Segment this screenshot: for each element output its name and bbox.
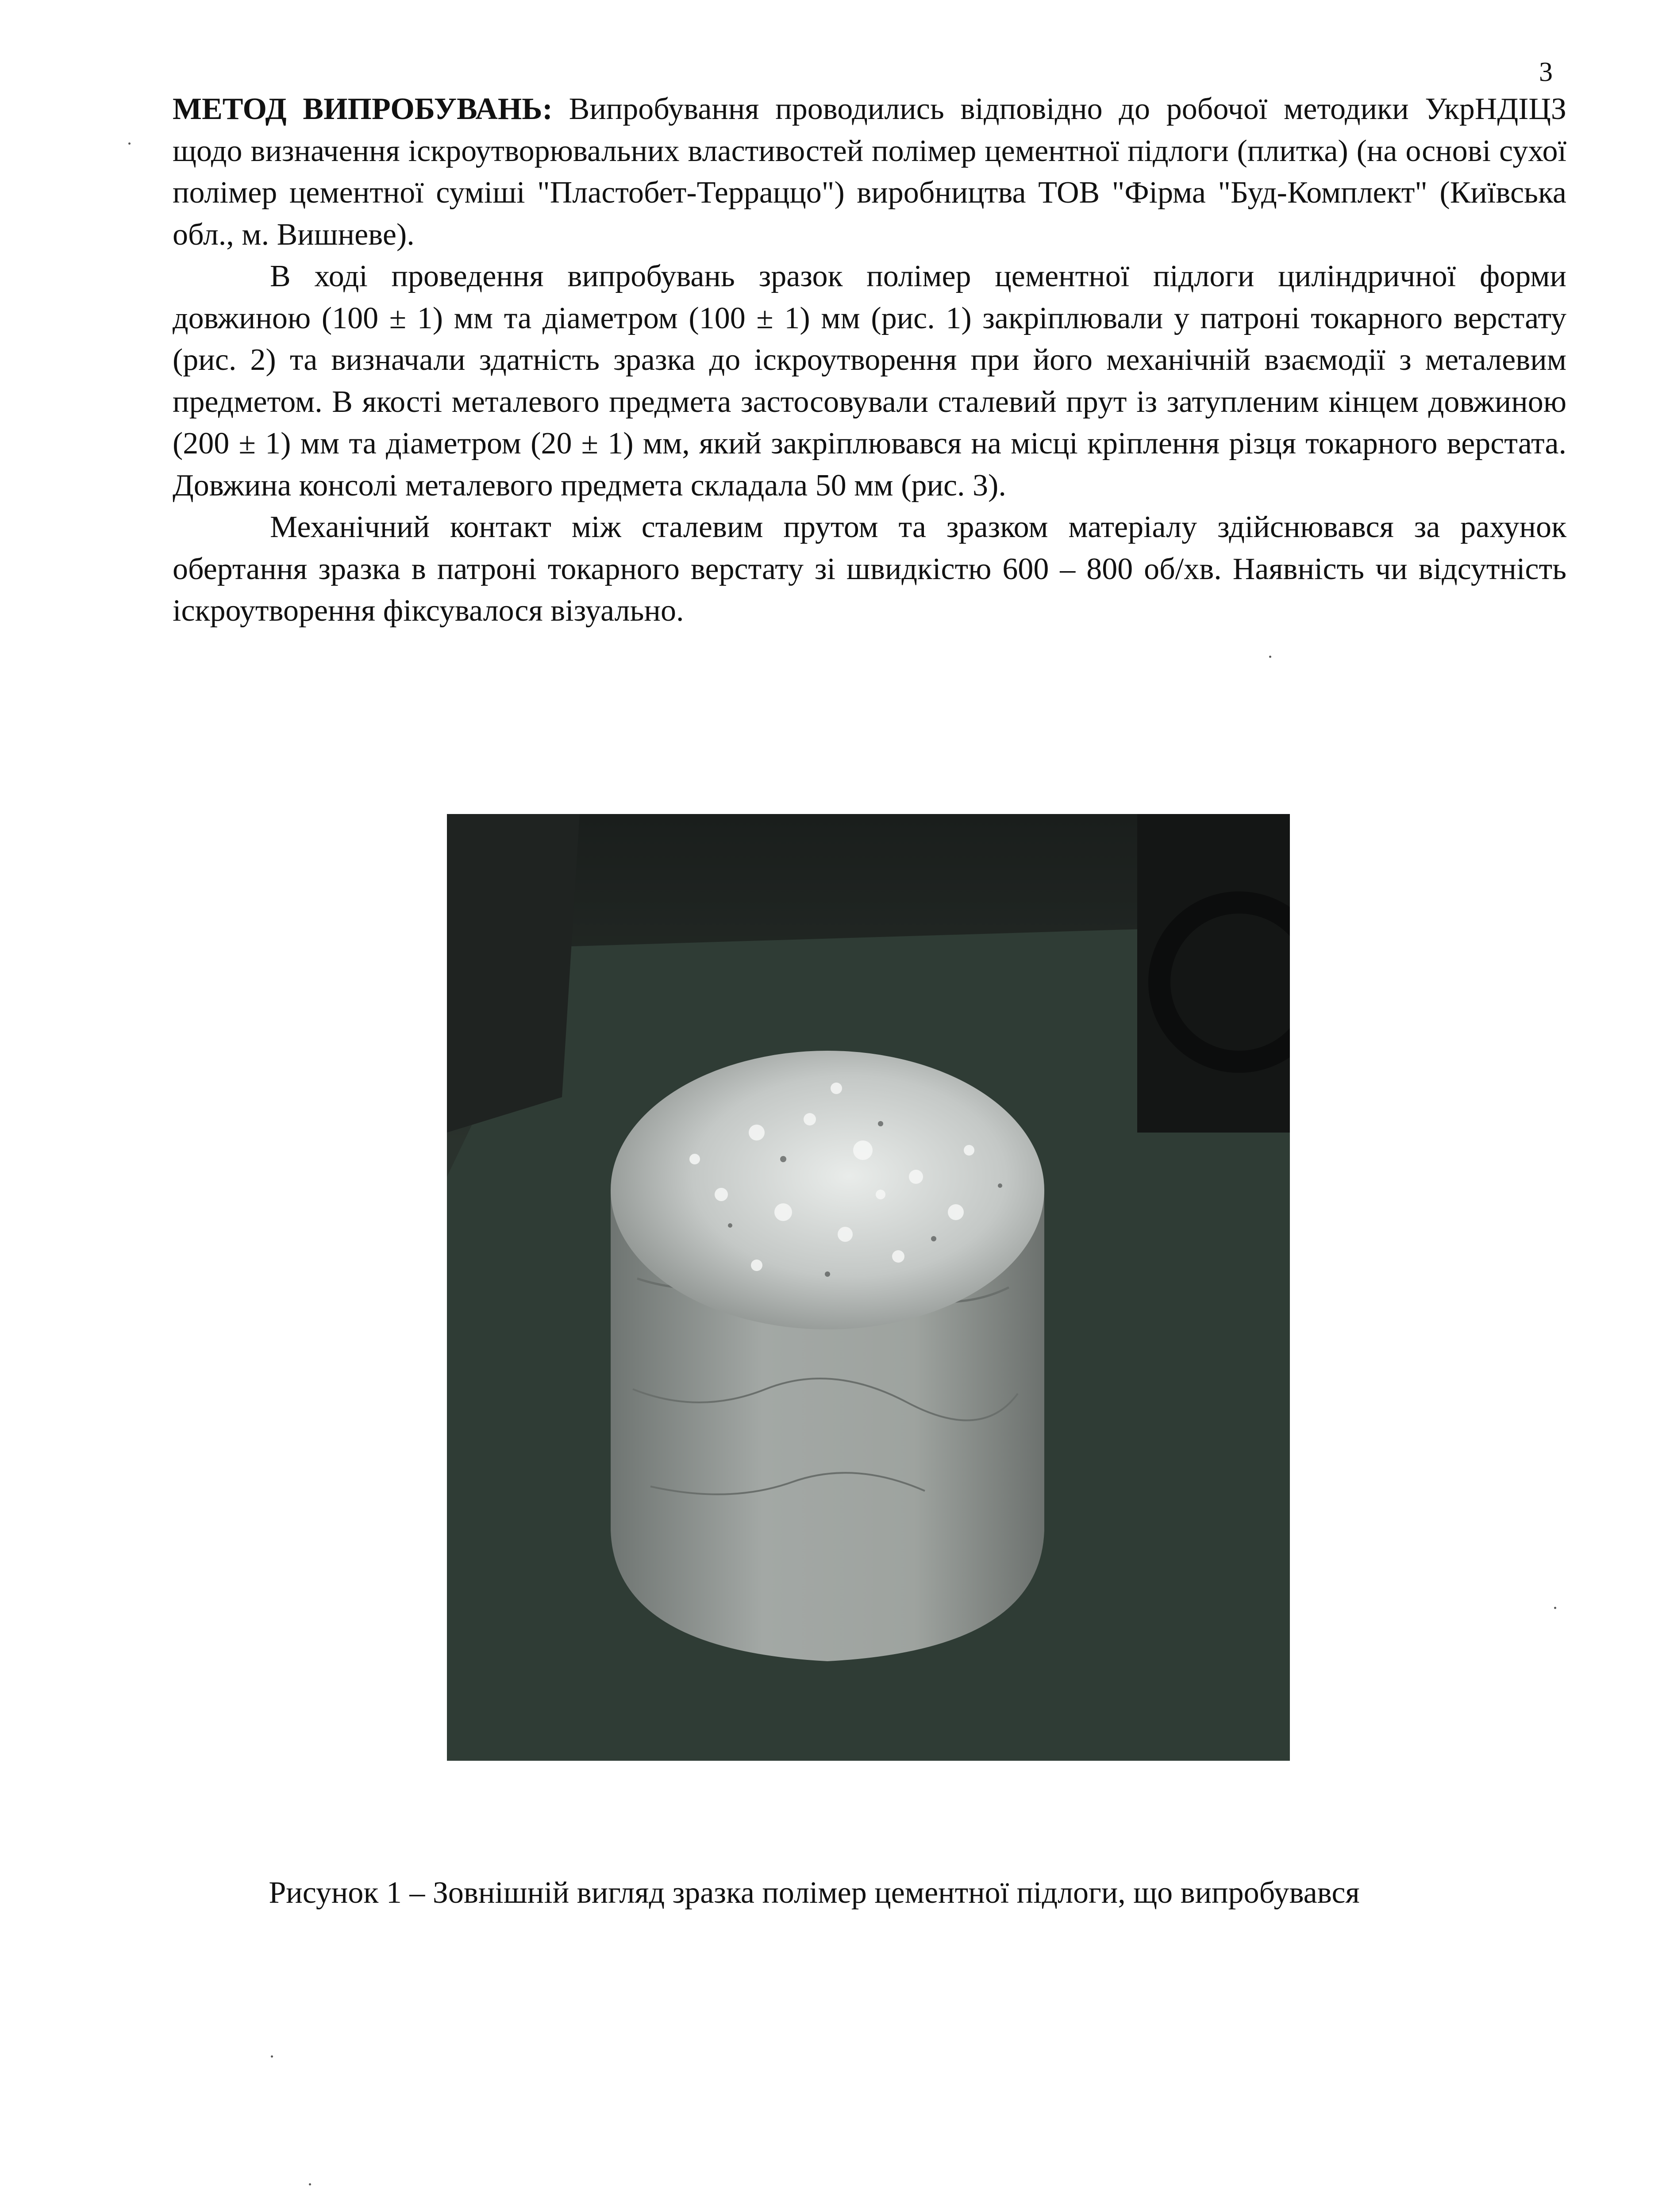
paragraph-method-text: Випробування проводились відповідно до робочої методики УкрНДІЦЗ щодо визначення іскроутворювальних властивостей полімер цементної підлоги (плитка) (на основі сухої полімер цементної суміші "Пластобет-Терраццо") виробництва ТОВ "Фірма "Буд-Комплект" (Київська обл., м. Вишневе). bbox=[173, 92, 1566, 252]
section-heading: МЕТОД ВИПРОБУВАНЬ: bbox=[173, 92, 553, 126]
paragraph-contact: Механічний контакт між сталевим прутом та зразком матеріалу здійснювався за рахунок обертання зразка в патроні токарного верстату зі швидкістю 600 – 800 об/хв. Наявність чи відсутність іскроутворення фіксувалося візуально. bbox=[173, 510, 1566, 628]
paragraph-procedure: В ході проведення випробувань зразок полімер цементної підлоги циліндричної форми довжиною (100 ± 1) мм та діаметром (100 ± 1) мм (рис. 1) закріплювали у патроні токарного верстату (рис. 2) та визначали здатність зразка до іскроутворення при його механічній взаємодії з металевим предметом. В якості металевого предмета застосовували сталевий прут із затупленим кінцем довжиною (200 ± 1) мм та діаметром (20 ± 1) мм, який закріплювався на місці кріплення різця токарного верстата. Довжина консолі металевого предмета складала 50 мм (рис. 3). bbox=[173, 259, 1566, 503]
scan-speck bbox=[1269, 656, 1271, 658]
scan-speck bbox=[271, 2055, 273, 2058]
paragraph-method bbox=[173, 88, 1566, 256]
sample-photo-image bbox=[447, 814, 1290, 1761]
scan-speck bbox=[1554, 1607, 1556, 1609]
sample-photo bbox=[447, 814, 1290, 1761]
scan-speck bbox=[128, 142, 131, 145]
page-number: 3 bbox=[1539, 57, 1553, 87]
figure-caption: Рисунок 1 – Зовнішній вигляд зразка полімер цементної підлоги, що випробувався bbox=[269, 1876, 1360, 1910]
scan-speck bbox=[309, 2183, 311, 2185]
body-text bbox=[173, 88, 1566, 632]
